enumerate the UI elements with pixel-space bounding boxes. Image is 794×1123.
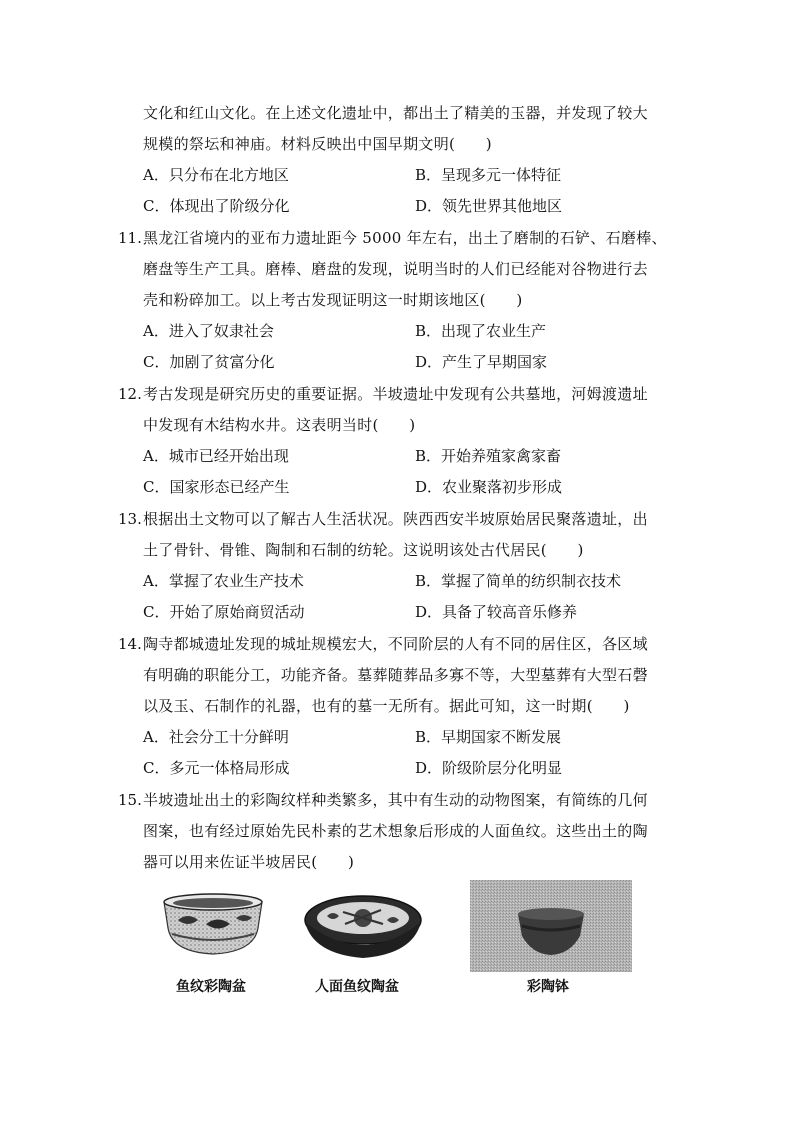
figure-caption-3: 彩陶钵 [527, 979, 569, 995]
question-14-option-c: C．多元一体格局形成 [143, 759, 290, 777]
question-15-line-3: 器可以用来佐证半坡居民( ) [143, 853, 355, 871]
figure-caption-2: 人面鱼纹陶盆 [315, 979, 399, 995]
question-14-line-3: 以及玉、石制作的礼器，也有的墓一无所有。据此可知，这一时期( ) [143, 697, 630, 715]
question-11-line-3: 壳和粉碎加工。以上考古发现证明这一时期该地区( ) [143, 291, 523, 309]
intro-option-c: C．体现出了阶级分化 [143, 197, 290, 215]
human-face-fish-basin-image [303, 890, 423, 962]
intro-option-d: D．领先世界其他地区 [415, 197, 563, 215]
figure-caption-1: 鱼纹彩陶盆 [176, 979, 246, 995]
painted-pottery-bowl-image [470, 880, 632, 972]
question-12-number: 12. [118, 385, 142, 403]
question-14-option-d: D．阶级阶层分化明显 [415, 759, 563, 777]
question-12-option-a: A．城市已经开始出现 [143, 447, 289, 465]
question-13-option-d: D．具备了较高音乐修养 [415, 603, 578, 621]
question-11-number: 11. [118, 229, 142, 247]
question-13-line-2: 土了骨针、骨锥、陶制和石制的纺轮。这说明该处古代居民( ) [143, 541, 584, 559]
question-13-option-a: A．掌握了农业生产技术 [143, 572, 304, 590]
intro-line-2: 规模的祭坛和神庙。材料反映出中国早期文明( ) [143, 135, 492, 153]
question-13-option-b: B．掌握了简单的纺织制衣技术 [415, 572, 622, 590]
question-11-line-2: 磨盘等生产工具。磨棒、磨盘的发现，说明当时的人们已经能对谷物进行去 [143, 260, 648, 278]
fish-pattern-basin-image [158, 888, 268, 960]
intro-option-b: B．呈现多元一体特征 [415, 166, 562, 184]
question-13-option-c: C．开始了原始商贸活动 [143, 603, 305, 621]
question-12-option-d: D．农业聚落初步形成 [415, 478, 563, 496]
question-11-option-c: C．加剧了贫富分化 [143, 353, 275, 371]
question-15-line-2: 图案，也有经过原始先民朴素的艺术想象后形成的人面鱼纹。这些出土的陶 [143, 822, 648, 840]
question-12-line-2: 中发现有木结构水井。这表明当时( ) [143, 416, 416, 434]
question-13-line-1: 根据出土文物可以了解古人生活状况。陕西西安半坡原始居民聚落遗址，出 [143, 510, 648, 528]
question-12-line-1: 考古发现是研究历史的重要证据。半坡遗址中发现有公共墓地，河姆渡遗址 [143, 385, 648, 403]
question-14-number: 14. [118, 635, 142, 653]
question-14-option-b: B．早期国家不断发展 [415, 728, 562, 746]
question-14-line-1: 陶寺都城遗址发现的城址规模宏大，不同阶层的人有不同的居住区，各区域 [143, 635, 648, 653]
intro-line-1: 文化和红山文化。在上述文化遗址中，都出土了精美的玉器，并发现了较大 [143, 104, 648, 122]
question-14-line-2: 有明确的职能分工，功能齐备。墓葬随葬品多寡不等，大型墓葬有大型石磬 [143, 666, 648, 684]
question-13-number: 13. [118, 510, 142, 528]
question-12-option-b: B．开始养殖家禽家畜 [415, 447, 562, 465]
question-11-option-b: B．出现了农业生产 [415, 322, 547, 340]
question-15-number: 15. [118, 791, 142, 809]
question-14-option-a: A．社会分工十分鲜明 [143, 728, 289, 746]
question-15-line-1: 半坡遗址出土的彩陶纹样种类繁多，其中有生动的动物图案，有简练的几何 [143, 791, 648, 809]
question-11-option-d: D．产生了早期国家 [415, 353, 548, 371]
question-11-option-a: A．进入了奴隶社会 [143, 322, 274, 340]
question-11-line-1: 黑龙江省境内的亚布力遗址距今 5000 年左右，出土了磨制的石铲、石磨棒、 [143, 229, 667, 247]
question-12-option-c: C．国家形态已经产生 [143, 478, 290, 496]
intro-option-a: A．只分布在北方地区 [143, 166, 289, 184]
